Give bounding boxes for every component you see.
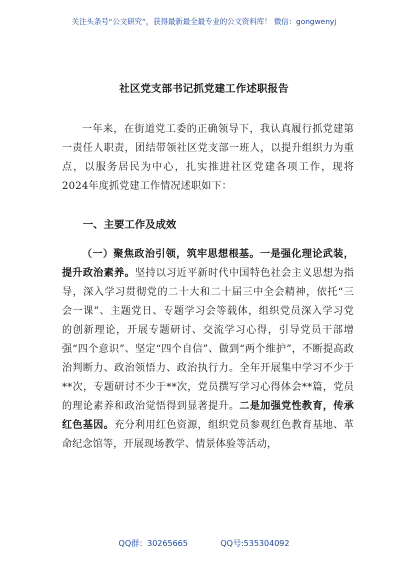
paragraph-text: 坚持以习近平新时代中国特色社会主义思想为指导，深入学习贯彻党的二十大和二十届三中全会精神，依托“三会一课”、主题党日、专题学习会等载体，组织党员深入学习党的创新理论，开展专题研讨、交流学习心得，引导党员干部增强“四个意识”、坚定“四个自信”、做到“两个维护”，不断提高政治判断力、政治领悟力、政治执行力。全年开展集中学习不少于**次，专题研讨不少于**次，党员撰写学习心得体会**篇，党员的理论素养和政治觉悟得到显著提升。 [62, 268, 355, 412]
paragraph-political-guidance [62, 245, 354, 454]
subpoint-text: 充分利用红色资源，组织党员参观红色教育基地、革命纪念馆等，开展现场教学、情景体验等活动， [62, 420, 355, 450]
qq-number: QQ号:535304092 [220, 539, 290, 548]
page-title: 社区党支部书记抓党建工作述职报告 [119, 83, 289, 95]
document-body [62, 120, 354, 454]
section-heading: 一、主要工作及成效 [82, 219, 177, 231]
subpoint-lead: 二是加强党性教育，传承红色基因。 [62, 401, 355, 431]
intro-paragraph: 一年来，在街道党工委的正确领导下，我认真履行抓党建第一责任人职责，团结带领社区党支部一班人，以提升组织力为重点，以服务居民为中心，扎实推进社区党建各项工作，现将2024年度抓党建工作情况述职如下： [62, 124, 354, 192]
qq-group: QQ群：30265665 [118, 539, 188, 548]
promo-header: 关注头条号“公文研究”，获得最新最全最专业的公文资料库！ 微信：gongwenyj [71, 17, 337, 26]
paragraph-lead: （一）聚焦政治引领，筑牢思想根基。一是强化理论武装，提升政治素养。 [62, 249, 354, 279]
footer-contact [0, 538, 408, 549]
